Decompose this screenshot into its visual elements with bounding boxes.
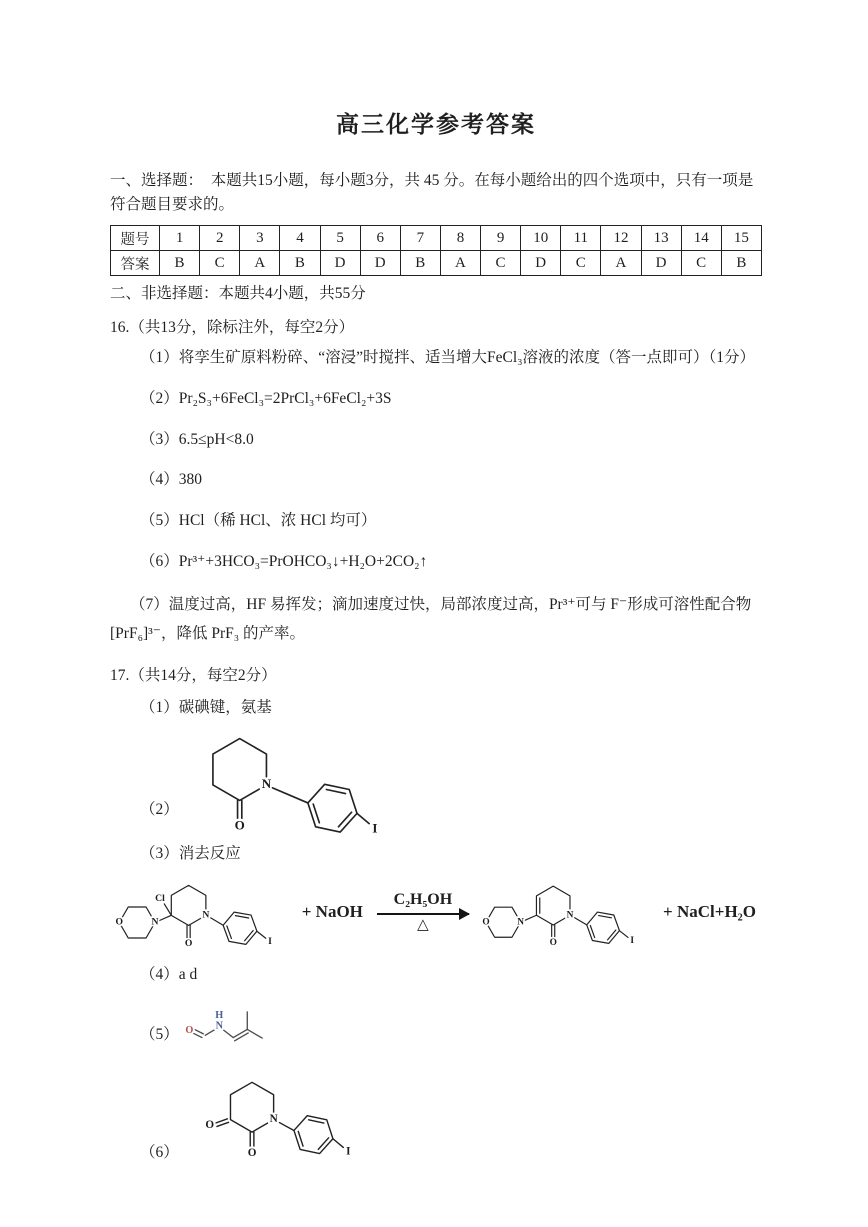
iodine-atom: I <box>630 935 634 946</box>
answer-cell: B <box>400 251 440 276</box>
q16-answer-3: （3）6.5≤pH<8.0 <box>140 430 254 448</box>
page-title: 高三化学参考答案 <box>336 112 536 137</box>
iodine-atom: I <box>372 820 378 836</box>
structure-iodophenyl-piperidinone <box>185 727 447 841</box>
question-number: 1 <box>160 226 200 251</box>
answer-cell: C <box>681 251 721 276</box>
morpholine-ring <box>116 907 159 938</box>
reaction-scheme <box>110 873 762 952</box>
phenyl-ring <box>584 910 622 944</box>
question-number: 15 <box>721 226 761 251</box>
reagent-naoh: + NaOH <box>301 902 363 922</box>
answer-cell: C <box>561 251 601 276</box>
iodine-atom: I <box>268 935 272 947</box>
piperidinone-ring <box>213 738 272 832</box>
piperidinone-ring <box>536 886 573 948</box>
q16-heading: 16.（共13分，除标注外，每空2分） <box>110 319 355 337</box>
answer-cell: B <box>160 251 200 276</box>
structure-iodophenyl-piperidinedione <box>189 1068 413 1168</box>
question-number: 13 <box>641 226 681 251</box>
answer-cell: A <box>440 251 480 276</box>
nitrogen-atom: N <box>151 916 159 928</box>
answer-cell: C <box>200 251 240 276</box>
oxygen-atom: O <box>247 1146 257 1160</box>
q17-heading: 17.（共14分，每空2分） <box>110 666 277 684</box>
question-number: 7 <box>400 226 440 251</box>
answer-cell: C <box>481 251 521 276</box>
q17-answer-2-label: （2） <box>140 800 179 818</box>
reaction-arrow-block <box>377 891 469 934</box>
structure-chloro-morpholinyl-piperidinone-reactant <box>110 873 296 952</box>
q16-answer-7: （7）温度过高，HF 易挥发；滴加速度过快，局部浓度过高，Pr³⁺可与 F⁻形成可溶性配合物[PrF₆]³⁻，降低 PrF₃ 的产率。 <box>110 596 752 643</box>
answer-cell: D <box>360 251 400 276</box>
question-number: 5 <box>320 226 360 251</box>
chlorine-atom: Cl <box>155 892 165 904</box>
q17-answer-3: （3）消去反应 <box>140 844 241 862</box>
question-number: 8 <box>440 226 480 251</box>
q17-answer-5-block <box>140 994 762 1056</box>
non-choice-section-heading: 二、非选择题：本题共4小题，共55分 <box>110 285 366 303</box>
row-label-answer: 答案 <box>111 251 160 276</box>
nitrogen-atom: N <box>261 775 271 791</box>
q16-answer-6: （6）Pr³⁺+3HCO₃=PrOHCO₃↓+H₂O+2CO₂↑ <box>140 552 428 570</box>
row-label-question: 题号 <box>111 226 160 251</box>
q17-answer-4: （4）a d <box>140 965 198 983</box>
table-row-answers <box>111 251 762 276</box>
piperidinedione-ring <box>205 1082 277 1159</box>
structure-enamide <box>181 994 293 1056</box>
phenyl-ring <box>221 910 260 945</box>
q16-answer-5: （5）HCl（稀 HCl、浓 HCl 均可） <box>140 512 377 530</box>
q17-answer-5-label: （5） <box>140 1025 179 1043</box>
answer-cell: A <box>240 251 280 276</box>
answer-cell: B <box>280 251 320 276</box>
q16-answer-4: （4）380 <box>140 471 203 489</box>
q17-answer-6-block <box>140 1068 762 1168</box>
phenyl-ring <box>290 1113 336 1155</box>
question-number: 4 <box>280 226 320 251</box>
question-number: 9 <box>481 226 521 251</box>
q17-answer-6-label: （6） <box>140 1143 179 1161</box>
reaction-condition-heat: △ <box>417 917 429 934</box>
byproducts-nacl-h2o: + NaCl+H₂O <box>663 902 756 922</box>
choice-section-heading: 一、选择题： 本题共15小题，每小题3分，共 45 分。在每小题给出的四个选项中，只有一项是符合题目要求的。 <box>110 172 754 214</box>
table-row-question-numbers <box>111 226 762 251</box>
q17-answer-2-block <box>140 727 762 841</box>
question-number: 11 <box>561 226 601 251</box>
nitrogen-atom: N <box>269 1112 278 1125</box>
answer-cell: D <box>641 251 681 276</box>
question-number: 2 <box>200 226 240 251</box>
iodine-atom: I <box>345 1145 351 1158</box>
reaction-arrow-icon <box>377 913 469 915</box>
question-number: 6 <box>360 226 400 251</box>
nitrogen-atom: N <box>202 909 210 921</box>
question-number: 3 <box>240 226 280 251</box>
oxygen-atom: O <box>115 916 124 928</box>
oxygen-atom: O <box>205 1118 214 1131</box>
morpholine-ring <box>482 907 524 937</box>
answer-table <box>110 225 762 276</box>
structure-morpholinyl-dehydropiperidinone-product <box>477 874 657 951</box>
answer-cell: D <box>521 251 561 276</box>
answer-cell: D <box>320 251 360 276</box>
q16-answer-2: （2）Pr₂S₃+6FeCl₃=2PrCl₃+6FeCl₂+3S <box>140 389 392 407</box>
phenyl-ring <box>303 781 361 834</box>
oxygen-atom: O <box>184 937 193 949</box>
oxygen-atom: O <box>482 917 490 928</box>
oxygen-atom: O <box>549 937 557 948</box>
hydrogen-atom: H <box>215 1009 224 1021</box>
question-number: 12 <box>601 226 641 251</box>
nitrogen-atom: N <box>566 910 574 921</box>
answer-cell: B <box>721 251 761 276</box>
oxygen-atom: O <box>185 1024 194 1036</box>
q16-answer-1: （1）将孪生矿原料粉碎、“溶浸”时搅拌、适当增大FeCl₃溶液的浓度（答一点即可）（1分） <box>140 349 756 367</box>
oxygen-atom: O <box>234 817 245 833</box>
reaction-condition-solvent: C₂H₅OH <box>393 890 453 908</box>
nitrogen-atom: N <box>215 1020 223 1032</box>
q17-answer-1: （1）碳碘键，氨基 <box>140 698 272 716</box>
answer-cell: A <box>601 251 641 276</box>
nitrogen-atom: N <box>517 917 524 928</box>
question-number: 14 <box>681 226 721 251</box>
question-number: 10 <box>521 226 561 251</box>
piperidinone-ring <box>171 885 209 949</box>
